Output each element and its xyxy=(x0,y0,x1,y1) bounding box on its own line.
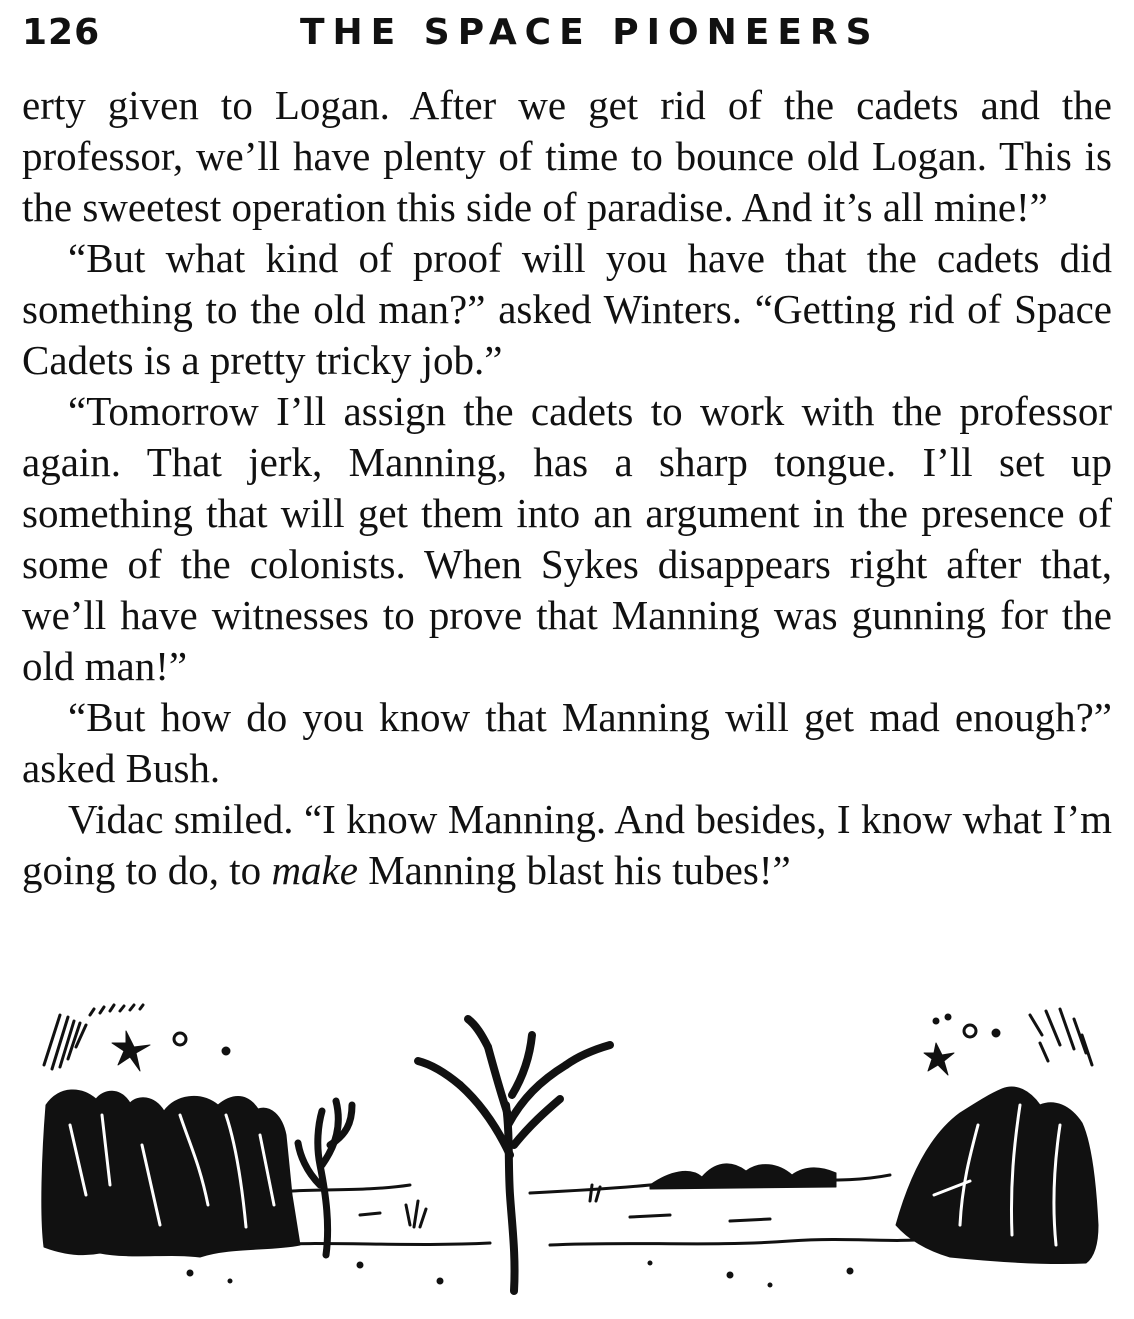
rock-formation-right xyxy=(896,1087,1098,1264)
paragraph-text: Manning blast his tubes!” xyxy=(357,847,791,893)
paragraph: “Tomorrow I’ll assign the cadets to work with the professor again. That jerk, Manning, has a sharp tongue. I’ll set up something that will get them into an argument in the presence of some of the colonists. When Sykes disappears right after that, we’ll have witnesses to prove that Manning was gunning for the old man!” xyxy=(22,388,1112,689)
paragraph: “But what kind of proof will you have that the cadets did something to the old man?” asked Winters. “Getting rid of Space Cadets is a pretty tricky job.” xyxy=(22,235,1112,383)
emphasized-word: make xyxy=(271,847,358,893)
paragraph: “But how do you know that Manning will get mad enough?” asked Bush. xyxy=(22,694,1112,791)
body-text xyxy=(22,80,1112,896)
paragraph xyxy=(22,794,1112,896)
sky-hatching-right xyxy=(1030,1009,1092,1065)
distant-hills xyxy=(650,1164,836,1189)
planet-left xyxy=(174,1033,186,1045)
page-number: 126 xyxy=(22,12,101,53)
running-head xyxy=(22,12,1112,62)
ground-specks xyxy=(187,1261,853,1287)
bare-tree-large xyxy=(418,1019,610,1291)
planet-small-left xyxy=(222,1047,230,1055)
paragraph-text: Vidac smiled. “I know Manning. And besides, I know what I’m going to do, to xyxy=(22,796,1112,893)
star-left xyxy=(112,1031,150,1071)
paragraph: erty given to Logan. After we get rid of the cadets and the professor, we’ll have plenty of time to bounce old Logan. This is the sweetest operation this side of paradise. And it’s all mine!” xyxy=(22,82,1112,230)
book-title: THE SPACE PIONEERS xyxy=(300,12,880,53)
bare-tree-small xyxy=(298,1101,352,1255)
star-right xyxy=(924,1043,954,1075)
landscape-illustration xyxy=(30,995,1110,1305)
